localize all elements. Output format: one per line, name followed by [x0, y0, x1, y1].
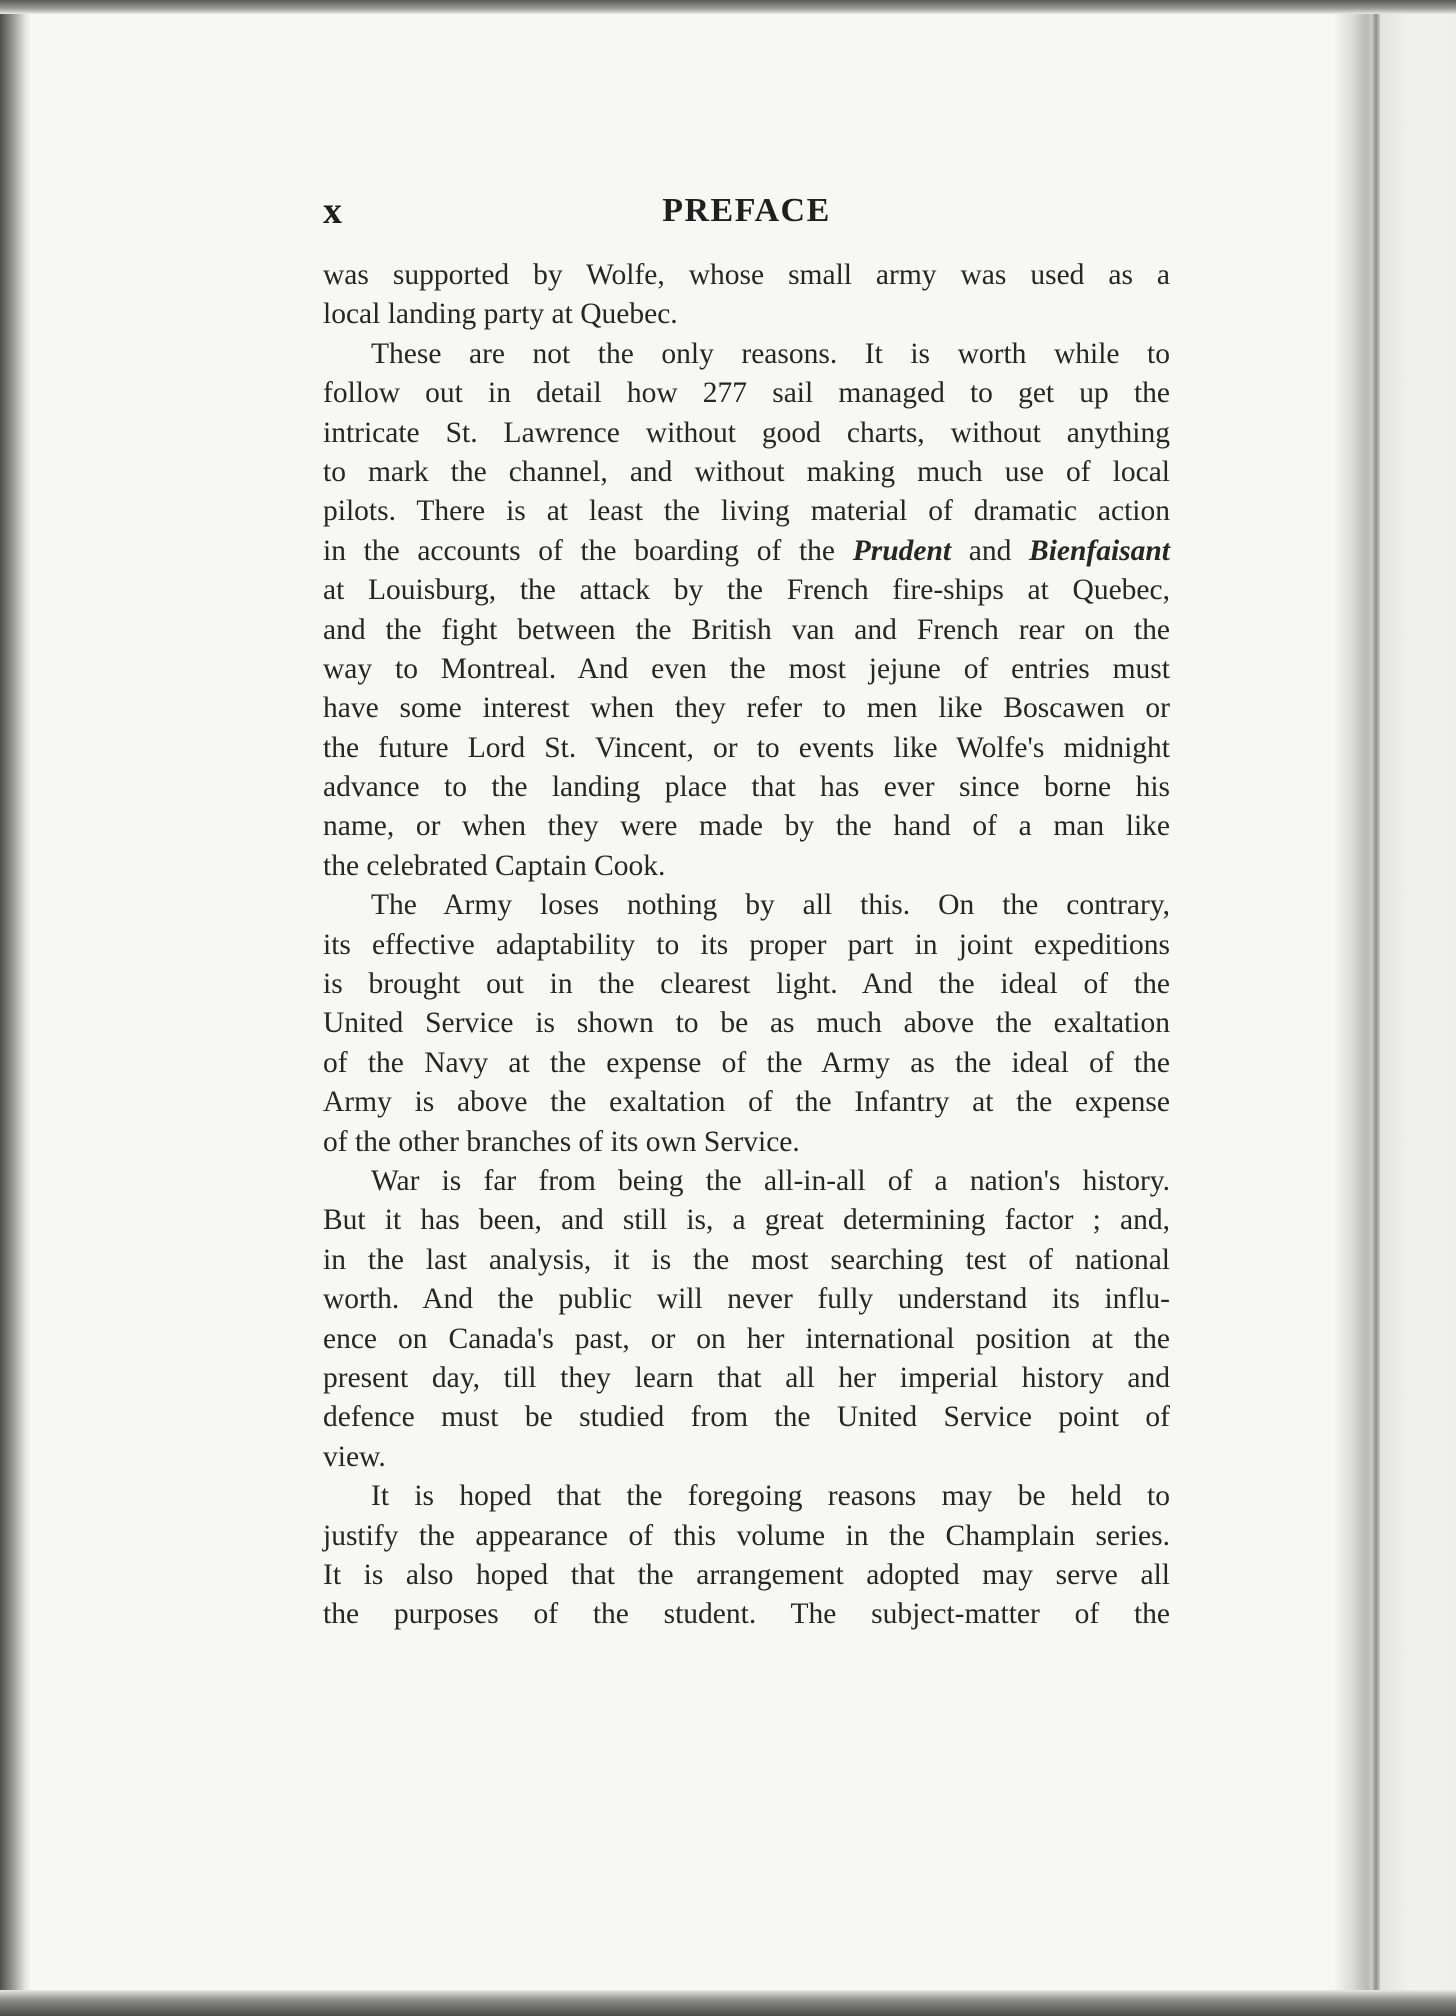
text-run: and	[951, 534, 1030, 567]
text-line: ence on Canada's past, or on her international position at the	[323, 1322, 1170, 1355]
text-line: way to Montreal. And even the most jejune of entries must	[323, 652, 1170, 685]
text-line: view.	[323, 1440, 386, 1473]
text-line: The Army loses nothing by all this. On the contrary,	[371, 889, 1170, 922]
text-line: its effective adaptability to its proper part in joint expeditions	[323, 928, 1170, 961]
text-line: But it has been, and still is, a great determining factor ; and,	[323, 1204, 1170, 1237]
text-line: defence must be studied from the United Service point of	[323, 1401, 1170, 1434]
text-line: the purposes of the student. The subject-matter of the	[323, 1598, 1170, 1631]
text-line: intricate St. Lawrence without good charts, without anything	[323, 416, 1170, 449]
text-line: United Service is shown to be as much above the exaltation	[323, 1007, 1170, 1040]
text-line: These are not the only reasons. It is worth while to	[371, 337, 1170, 370]
body-text	[323, 256, 1170, 1635]
text-run: in the accounts of the boarding of the	[323, 534, 853, 567]
ship-name-prudent: Prudent	[852, 534, 952, 567]
text-line: of the other branches of its own Service.	[323, 1125, 800, 1158]
scan-edge-top	[0, 0, 1456, 14]
page-edge-line	[1372, 14, 1380, 1990]
text-line: in the last analysis, it is the most searching test of national	[323, 1243, 1170, 1276]
text-line: local landing party at Quebec.	[323, 298, 678, 331]
text-line: worth. And the public will never fully understand its influ-	[323, 1283, 1170, 1316]
scan-edge-bottom	[0, 1990, 1456, 2016]
text-line: Army is above the exaltation of the Infantry at the expense	[323, 1086, 1170, 1119]
text-line: name, or when they were made by the hand of a man like	[323, 810, 1170, 843]
text-line: War is far from being the all-in-all of a nation's history.	[371, 1164, 1170, 1197]
text-line: pilots. There is at least the living material of dramatic action	[323, 495, 1170, 528]
text-line	[323, 532, 1170, 571]
page-number: x	[323, 190, 342, 232]
text-line: follow out in detail how 277 sail managed to get up the	[323, 377, 1170, 410]
facing-page-edge	[1380, 14, 1456, 1990]
text-line: the celebrated Captain Cook.	[323, 849, 666, 882]
text-line: It is also hoped that the arrangement adopted may serve all	[323, 1558, 1170, 1591]
running-title: PREFACE	[662, 192, 831, 229]
page-header	[323, 186, 1170, 236]
text-line: the future Lord St. Vincent, or to events like Wolfe's midnight	[323, 731, 1170, 764]
text-line: justify the appearance of this volume in the Champlain series.	[323, 1519, 1170, 1552]
text-line: is brought out in the clearest light. And the ideal of the	[323, 968, 1170, 1001]
scan-edge-left	[0, 0, 30, 2016]
text-line: advance to the landing place that has ever since borne his	[323, 771, 1170, 804]
text-line: present day, till they learn that all her imperial history and	[323, 1361, 1170, 1394]
text-line: at Louisburg, the attack by the French fire-ships at Quebec,	[323, 574, 1170, 607]
ship-name-bienfaisant: Bienfaisant	[1029, 534, 1170, 567]
text-line: was supported by Wolfe, whose small army was used as a	[323, 259, 1170, 291]
text-line: of the Navy at the expense of the Army as the ideal of the	[323, 1046, 1170, 1079]
text-line: and the fight between the British van and French rear on the	[323, 613, 1170, 646]
text-line: to mark the channel, and without making much use of local	[323, 455, 1170, 488]
text-line: It is hoped that the foregoing reasons may be held to	[371, 1480, 1170, 1513]
text-line: have some interest when they refer to men like Boscawen or	[323, 692, 1170, 725]
